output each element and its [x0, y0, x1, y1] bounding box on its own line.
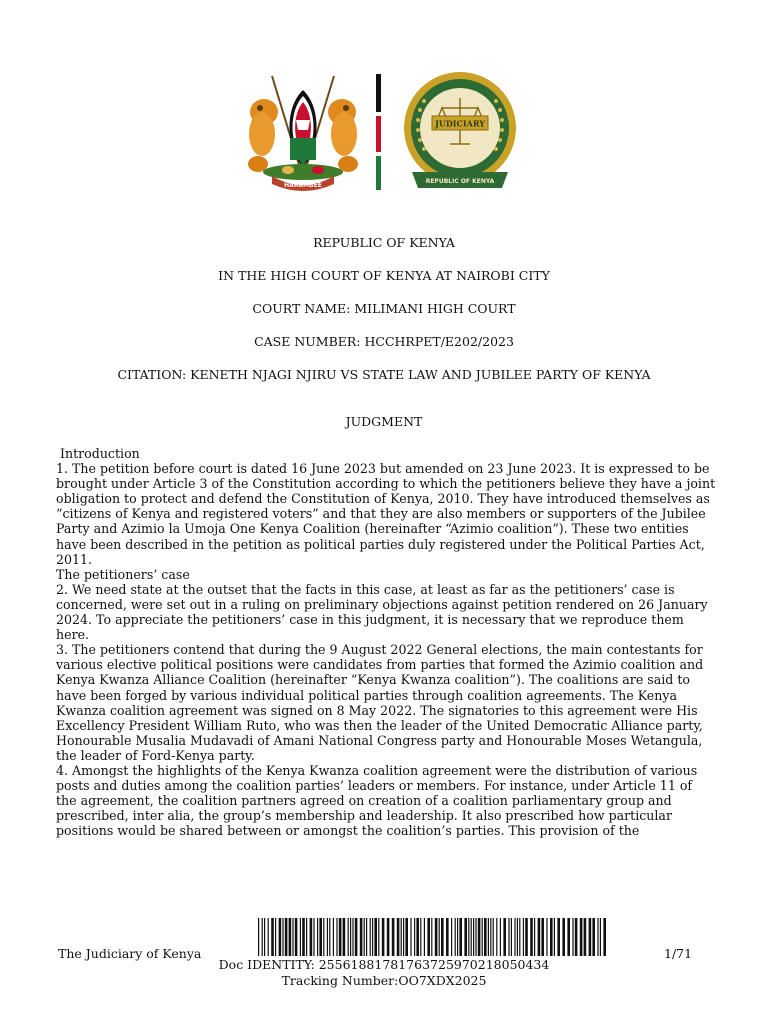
barcode-bar [271, 918, 274, 956]
barcode-bar [295, 918, 298, 956]
barcode-bar [475, 918, 476, 956]
barcode-bar [488, 918, 489, 956]
petitioners-case-heading: The petitioners’ case [56, 566, 190, 582]
barcode-bar [575, 918, 578, 956]
flag-stripe-divider [376, 74, 381, 190]
barcode-bar [431, 918, 432, 956]
barcode-bar [329, 918, 330, 956]
barcode-bar [313, 918, 314, 956]
barcode-bar [464, 918, 467, 956]
barcode [258, 918, 608, 956]
barcode-bar [382, 918, 385, 956]
barcode-bar [364, 918, 365, 956]
barcode-bar [370, 918, 371, 956]
barcode-bar [339, 918, 342, 956]
barcode-bar [343, 918, 346, 956]
barcode-bar [264, 918, 265, 956]
barcode-bar [459, 918, 462, 956]
barcode-bar [457, 918, 458, 956]
barcode-bar [519, 918, 520, 956]
barcode-bar [546, 918, 547, 956]
barcode-bar [317, 918, 318, 956]
barcode-bar [511, 918, 512, 956]
barcode-bar [508, 918, 509, 956]
barcode-bar [603, 918, 606, 956]
footer-judiciary-label: The Judiciary of Kenya [58, 946, 202, 961]
judiciary-seal-logo [404, 72, 516, 188]
barcode-bar [350, 918, 351, 956]
barcode-bar [514, 918, 515, 956]
barcode-bar [416, 918, 419, 956]
barcode-bar [289, 918, 292, 956]
barcode-bar [387, 918, 390, 956]
barcode-bar [482, 918, 483, 956]
paragraph-2: 2. We need state at the outset that the facts in this case, at least as far as the petitioners’ case is concerned, were set out in a ruling on preliminary objections against petition rendered on 26 January 2024. To appreciate the petitioners’ case in this judgment, it is necessary that we reproduce them here. [56, 581, 708, 643]
barcode-bar [597, 918, 598, 956]
barcode-bar [310, 918, 313, 956]
citation-heading: CITATION: KENETH NJAGI NJIRU VS STATE LAW AND JUBILEE PARTY OF KENYA [117, 367, 651, 382]
barcode-bar [592, 918, 595, 956]
barcode-bar [427, 918, 430, 956]
barcode-bar [517, 918, 518, 956]
barcode-bar [366, 918, 367, 956]
barcode-bar [403, 918, 404, 956]
judgment-body [56, 446, 716, 838]
barcode-bar [500, 918, 501, 956]
barcode-bar [401, 918, 402, 956]
seal-republic-label: REPUBLIC OF KENYA [425, 178, 495, 185]
kenya-coat-of-arms-logo [248, 76, 358, 191]
barcode-bar [275, 918, 276, 956]
barcode-bar [600, 918, 601, 956]
barcode-bar [446, 918, 449, 956]
barcode-bar [455, 918, 456, 956]
barcode-bar [541, 918, 544, 956]
barcode-bar [285, 918, 288, 956]
barcode-bar [410, 918, 411, 956]
judgment-title: JUDGMENT [345, 414, 423, 429]
barcode-bar [392, 918, 395, 956]
barcode-bar [374, 918, 377, 956]
barcode-bar [493, 918, 494, 956]
barcode-bar [323, 918, 324, 956]
barcode-bar [327, 918, 328, 956]
barcode-bar [268, 918, 269, 956]
court-name-heading: COURT NAME: MILIMANI HIGH COURT [252, 301, 516, 316]
barcode-bar [589, 918, 592, 956]
barcode-bar [336, 918, 337, 956]
barcode-bar [420, 918, 421, 956]
barcode-bar [306, 918, 307, 956]
barcode-bar [490, 918, 491, 956]
barcode-bar [348, 918, 349, 956]
page-number: 1/71 [664, 946, 693, 961]
barcode-bar [258, 918, 259, 956]
barcode-bar [473, 918, 474, 956]
barcode-bar [282, 918, 283, 956]
barcode-bar [378, 918, 379, 956]
barcode-bar [567, 918, 570, 956]
barcode-bar [562, 918, 565, 956]
barcode-bar [554, 918, 555, 956]
barcode-bar [405, 918, 408, 956]
barcode-bar [352, 918, 353, 956]
barcode-bar [534, 918, 535, 956]
barcode-bar [550, 918, 553, 956]
court-heading: IN THE HIGH COURT OF KENYA AT NAIROBI CITY [218, 268, 550, 283]
barcode-bar [471, 918, 472, 956]
barcode-bar [292, 918, 293, 956]
doc-identity: Doc IDENTITY: 25561881781763725970218050434 Tracking Number:OO7XDX2025 [218, 957, 550, 988]
barcode-bar [360, 918, 363, 956]
barcode-bar [435, 918, 438, 956]
barcode-bar [572, 918, 573, 956]
barcode-bar [530, 918, 533, 956]
barcode-bar [451, 918, 452, 956]
barcode-bar [302, 918, 305, 956]
barcode-bar [525, 918, 528, 956]
barcode-bar [424, 918, 425, 956]
barcode-bar [503, 918, 506, 956]
barcode-bar [372, 918, 373, 956]
paragraph-4: 4. Amongst the highlights of the Kenya Kwanza coalition agreement were the distribution of various posts and duties among the coalition parties’ leaders or members. For instance, under Article 11 of the agreement, the coalition partners agreed on creation of a coalition parliamentary group and prescribed, inter alia, the group’s membership and leadership. It also prescribed how particular positions would be shared between or amongst the coalition’s parties. This provision of the [56, 762, 698, 839]
barcode-bar [397, 918, 400, 956]
barcode-bar [279, 918, 282, 956]
barcode-bar [584, 918, 587, 956]
barcode-bar [441, 918, 444, 956]
introduction-heading: Introduction [56, 446, 140, 461]
barcode-bar [523, 918, 524, 956]
barcode-bar [319, 918, 322, 956]
barcode-bar [478, 918, 481, 956]
republic-heading: REPUBLIC OF KENYA [313, 235, 455, 250]
barcode-bar [414, 918, 415, 956]
paragraph-1: 1. The petition before court is dated 16 June 2023 but amended on 23 June 2023. It is expressed to be brought under Article 3 of the Constitution according to which the petitioners believe they have a joint obligation to protect and defend the Constitution of Kenya, 2010. They have introduced themselves as “citizens of Kenya and registered voters” and that they are also members or supporters of the Jubilee Party and Azimio la Umoja One Kenya Coalition (hereinafter “Azimio coalition”). These two entities have been described in the petition as political parties duly registered under the Political Parties Act, 2011. [56, 461, 716, 567]
barcode-bar [333, 918, 334, 956]
barcode-bar [262, 918, 263, 956]
barcode-bar [496, 918, 497, 956]
barcode-bar [300, 918, 301, 956]
header-logos [238, 72, 528, 194]
barcode-bar [580, 918, 583, 956]
barcode-bar [439, 918, 440, 956]
barcode-bar [484, 918, 487, 956]
paragraph-3: 3. The petitioners contend that during the 9 August 2022 General elections, the main contestants for various elective political positions were candidates from parties that formed the Azimio coalition and Kenya Kwanza Alliance Coalition (hereinafter “Kenya Kwanza coalition”). The coalitions are said to have been forged by various individual political parties through coalition agreements. The Kenya Kwanza coalition agreement was signed on 8 May 2022. The signatories to this agreement were His Excellency President William Ruto, who was then the leader of the United Democratic Alliance party, Honourable Musalia Mudavadi of Amani National Congress party and Honourable Moses Wetangula, the leader of Ford-Kenya party. [56, 642, 704, 763]
barcode-bar [538, 918, 541, 956]
case-number-heading: CASE NUMBER: HCCHRPET/E202/2023 [254, 334, 514, 349]
seal-judiciary-label: JUDICIARY [435, 118, 485, 129]
barcode-bar [355, 918, 358, 956]
barcode-bar [468, 918, 469, 956]
coat-of-arms-motto: HARAMBEE [284, 182, 322, 189]
barcode-bar [557, 918, 560, 956]
